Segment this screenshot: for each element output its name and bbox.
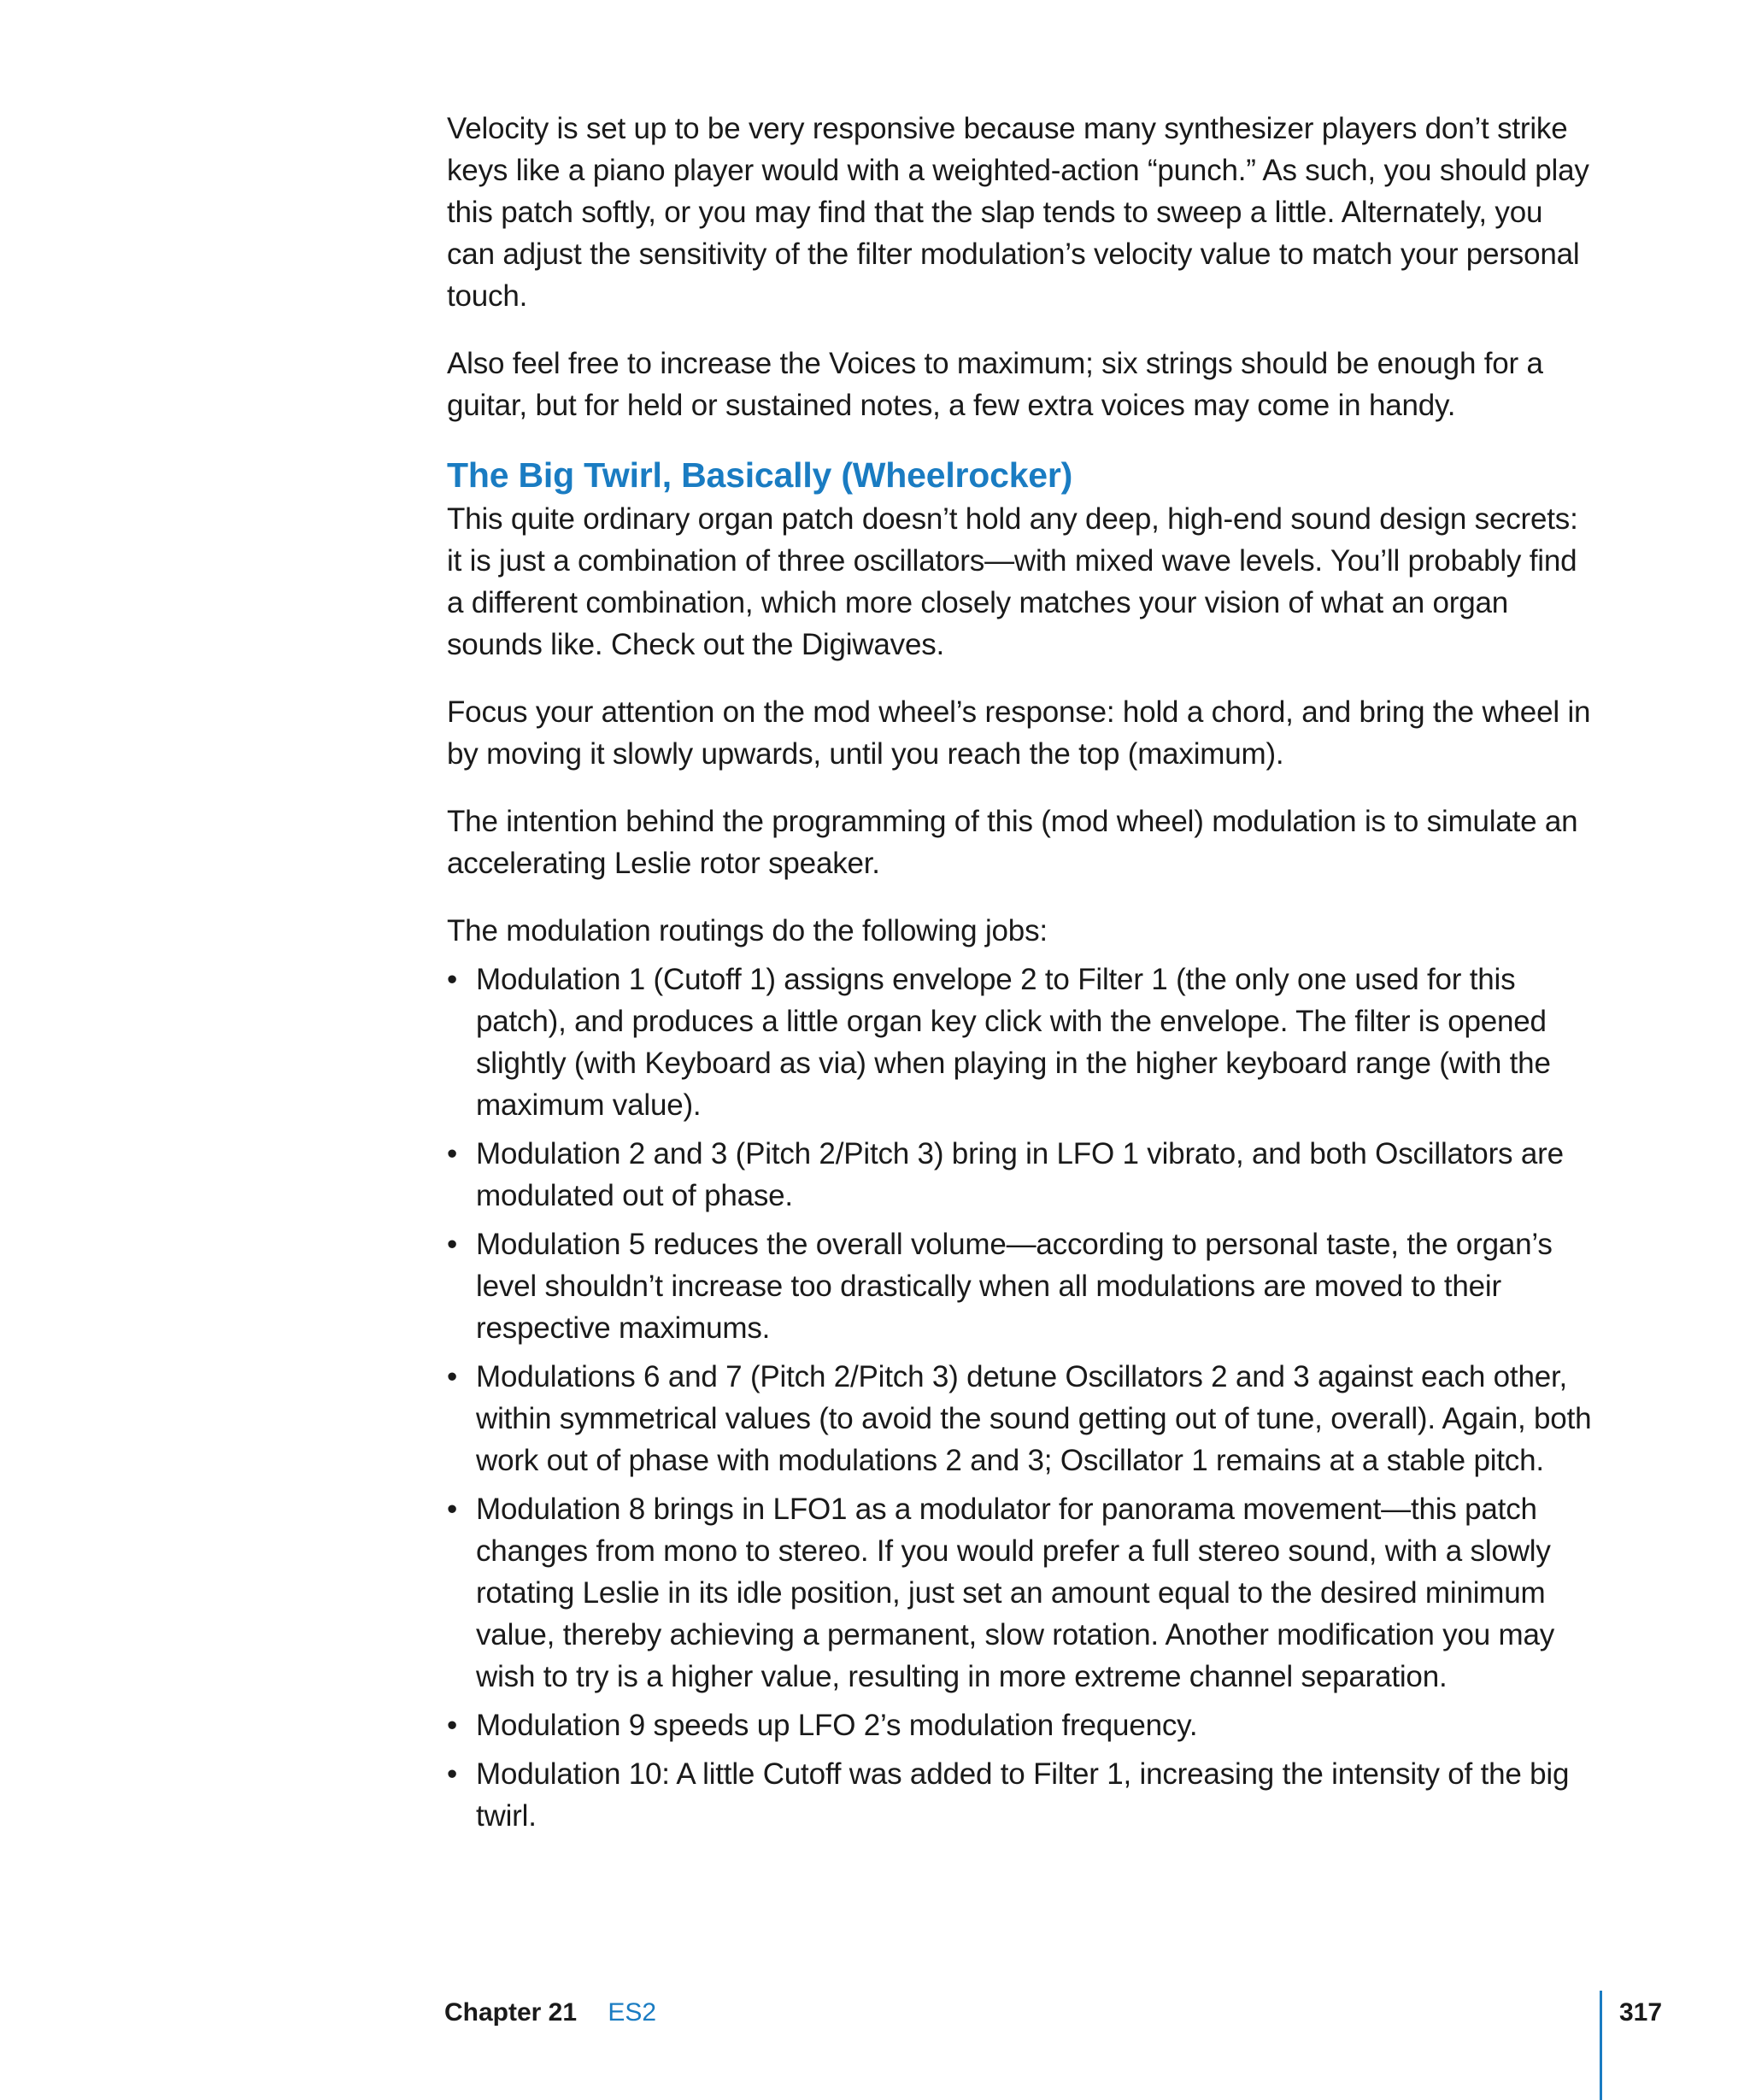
list-item xyxy=(447,1488,1596,1698)
list-item-text: Modulation 5 reduces the overall volume—according to personal taste, the organ’s level shouldn’t increase too drastically when all modulations are moved to their respective maximums. xyxy=(476,1228,1553,1345)
body-paragraph: Velocity is set up to be very responsive because many synthesizer players don’t strike keys like a piano player would with a weighted-action “punch.” As such, you should play this patch softly, or you may find that the slap tends to sweep a little. Alternately, you can adjust the sensitivity of the filter modulation’s velocity value to match your personal touch. xyxy=(447,112,1589,313)
page-number: 317 xyxy=(1619,1998,1663,2027)
body-paragraph: The intention behind the programming of this (mod wheel) modulation is to simulate an accelerating Leslie rotor speaker. xyxy=(447,805,1578,880)
list-item xyxy=(447,1356,1596,1481)
bullet-icon: • xyxy=(447,1757,458,1791)
page-footer xyxy=(444,1996,656,2030)
list-item xyxy=(447,1704,1596,1746)
list-item-text: Modulations 6 and 7 (Pitch 2/Pitch 3) detune Oscillators 2 and 3 against each other, within symmetrical values (to avoid the sound getting out of tune, overall). Again, both work out of phase with modulations 2 and 3; Oscillator 1 remains at a stable pitch. xyxy=(476,1360,1592,1477)
list-item xyxy=(447,1133,1596,1217)
section-heading: The Big Twirl, Basically (Wheelrocker) xyxy=(447,455,1073,495)
footer-chapter-title[interactable]: ES2 xyxy=(608,1998,657,2027)
body-paragraph: Also feel free to increase the Voices to maximum; six strings should be enough for a guitar, but for held or sustained notes, a few extra voices may come in handy. xyxy=(447,347,1543,422)
bullet-icon: • xyxy=(447,1228,458,1261)
bullet-icon: • xyxy=(447,1360,458,1393)
body-paragraph: Focus your attention on the mod wheel’s response: hold a chord, and bring the wheel in by moving it slowly upwards, until you reach the top (maximum). xyxy=(447,695,1591,771)
modulation-routings-list xyxy=(447,959,1596,1837)
list-item-text: Modulation 8 brings in LFO1 as a modulator for panorama movement—this patch changes from mono to stereo. If you would prefer a full stereo sound, with a slowly rotating Leslie in its idle position, just set an amount equal to the desired minimum value, thereby achieving a permanent, slow rotation. Another modification you may wish to try is a higher value, resulting in more extreme channel separation. xyxy=(476,1493,1555,1693)
bullet-icon: • xyxy=(447,1709,458,1742)
list-item xyxy=(447,1753,1596,1837)
bullet-icon: • xyxy=(447,963,458,996)
body-paragraph: This quite ordinary organ patch doesn’t hold any deep, high-end sound design secrets: it is just a combination of three oscillators—with mixed wave levels. You’ll probably find a different combination, which more closely matches your vision of what an organ sounds like. Check out the Digiwaves. xyxy=(447,502,1578,661)
list-item-text: Modulation 10: A little Cutoff was added to Filter 1, increasing the intensity of the big twirl. xyxy=(476,1757,1570,1833)
bullet-icon: • xyxy=(447,1493,458,1526)
body-paragraph: The modulation routings do the following jobs: xyxy=(447,914,1048,947)
list-item-text: Modulation 2 and 3 (Pitch 2/Pitch 3) bring in LFO 1 vibrato, and both Oscillators are modulated out of phase. xyxy=(476,1137,1564,1212)
page-body xyxy=(447,108,1596,1844)
list-item-text: Modulation 1 (Cutoff 1) assigns envelope 2 to Filter 1 (the only one used for this patch), and produces a little organ key click with the envelope. The filter is opened slightly (with Keyboard as via) when playing in the higher keyboard range (with the maximum value). xyxy=(476,963,1551,1122)
list-item xyxy=(447,1223,1596,1349)
list-item xyxy=(447,959,1596,1126)
bullet-icon: • xyxy=(447,1137,458,1170)
list-item-text: Modulation 9 speeds up LFO 2’s modulation frequency. xyxy=(476,1709,1198,1742)
footer-chapter-label: Chapter 21 xyxy=(444,1998,578,2027)
footer-divider xyxy=(1600,1991,1602,2100)
